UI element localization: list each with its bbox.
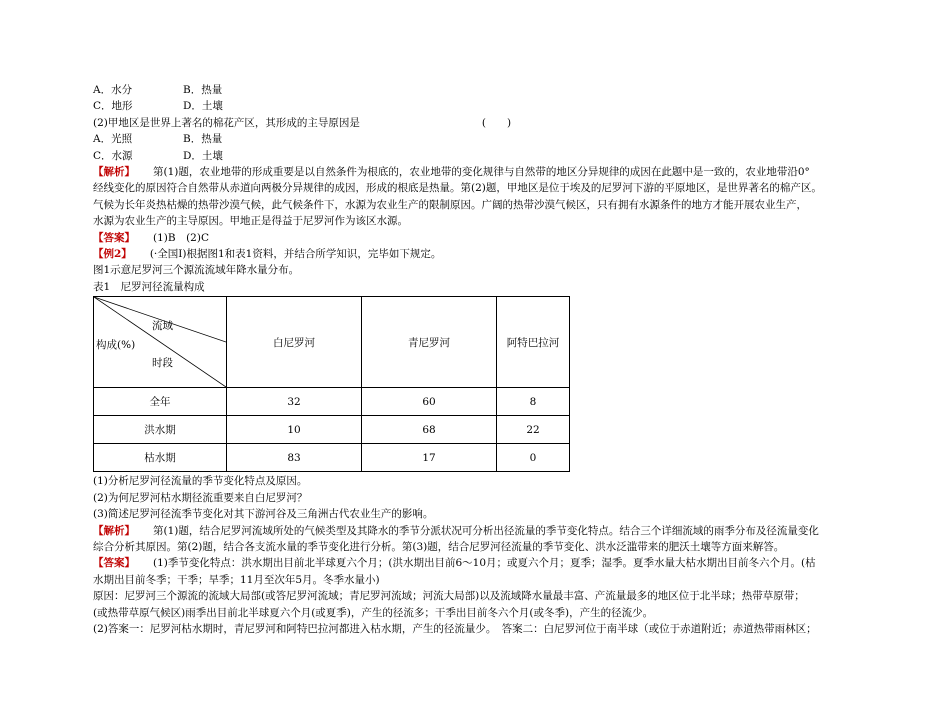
options-row-1 (93, 82, 863, 98)
corner-period-label: 时段 (152, 357, 173, 370)
table-cell: 0 (497, 444, 570, 472)
table-row (94, 444, 570, 472)
table-cell: 32 (227, 388, 362, 416)
corner-basin-label: 流域 (152, 320, 173, 333)
row-label: 枯水期 (94, 444, 227, 472)
table-cell: 8 (497, 388, 570, 416)
analysis-1-line-4: 水源为农业生产的主导原因。甲地正是得益于尼罗河作为该区水源。 (93, 215, 408, 228)
table-cell: 83 (227, 444, 362, 472)
options-row-2 (93, 98, 863, 114)
option2-b: B．热量 (183, 133, 223, 146)
table-cell: 68 (362, 416, 497, 444)
table-cell: 17 (362, 444, 497, 472)
table-cell: 10 (227, 416, 362, 444)
analysis-2-line-2: 综合分析其原因。第(2)题，结合各支流水量的季节变化进行分析。第(3)题，结合尼罗河径流量的季节变化、洪水泛滥带来的肥沃土壤等方面来解答。 (93, 540, 785, 553)
column-header: 阿特巴拉河 (497, 297, 570, 388)
question-2-text: (2)甲地区是世界上著名的棉花产区，其形成的主导原因是 (93, 116, 360, 129)
column-header: 青尼罗河 (362, 297, 497, 388)
table-row (94, 388, 570, 416)
question-item: (1)分析尼罗河径流量的季节变化特点及原因。 (93, 475, 308, 488)
corner-share-label: 构成(%) (96, 339, 136, 352)
analysis-1-line-1: 【解析】 第(1)题，农业地带的形成重要是以自然条件为根底的，农业地带的变化规律与自然带的地区分异规律的成因在此题中是一致的，农业地带沿0° (93, 166, 810, 179)
example-tag: 【例2】 (93, 248, 132, 261)
answer-paren: ( ) (481, 116, 512, 129)
option-a: A．水分 (93, 84, 133, 96)
option2-a: A．光照 (93, 133, 133, 146)
example-2: 【例2】 (·全国Ⅰ)根据图1和表1资料，并结合所学知识，完毕如下规定。 (93, 248, 442, 261)
row-label: 洪水期 (94, 416, 227, 444)
answer-2-line-5: (2)答案一：尼罗河枯水期时，青尼罗河和阿特巴拉河都进入枯水期，产生的径流量少。 答案二：白尼罗河位于南半球（或位于赤道附近；赤道热带雨林区； (93, 622, 817, 635)
row-label: 全年 (94, 388, 227, 416)
figure-description: 图1示意尼罗河三个源流流域年降水量分布。 (93, 264, 300, 277)
answer-tag: 【答案】 (93, 557, 135, 570)
analysis-tag: 【解析】 (93, 166, 135, 179)
question-item: (3)简述尼罗河径流季节变化对其下游河谷及三角洲古代农业生产的影响。 (93, 508, 434, 521)
option-b: B．热量 (183, 84, 223, 96)
options2-row-2 (93, 148, 863, 164)
table-corner-cell (94, 297, 227, 388)
document-content (93, 82, 863, 637)
analysis-1-line-3: 气候为长年炎热枯燥的热带沙漠气候，此气候条件下，水源为农业生产的限制原因。广阔的热带沙漠气候区，只有拥有水源条件的地方才能开展农业生产， (93, 198, 807, 211)
column-header: 白尼罗河 (227, 297, 362, 388)
table-caption: 表1 尼罗河径流量构成 (93, 280, 205, 293)
answer-2-line-1: 【答案】 (1)季节变化特点：洪水期出目前北半球夏六个月；(洪水期出目前6～10月；或夏六个月；夏季；湿季。夏季水量大枯水期出目前冬六个月。(枯 (93, 557, 816, 570)
question-item: (2)为何尼罗河枯水期径流重要来自白尼罗河？ (93, 491, 308, 504)
table-row (94, 416, 570, 444)
answer-1: 【答案】 (1)B (2)C (93, 231, 209, 244)
table-cell: 22 (497, 416, 570, 444)
option2-d: D．土壤 (183, 149, 223, 162)
answer-2-line-4: (或热带草原气候区)雨季出目前北半球夏六个月(或夏季)，产生的径流多；干季出目前冬六个月(或冬季)，产生的径流少。 (93, 606, 654, 619)
runoff-table (93, 296, 570, 472)
question-2 (93, 115, 863, 131)
option-c: C．地形 (93, 100, 133, 113)
option-d: D．土壤 (183, 100, 223, 113)
analysis-1-line-2: 经线变化的原因符合自然带从赤道向两极分异规律的成因，形成的根底是热量。第(2)题，甲地区是位于埃及的尼罗河下游的平原地区，是世界著名的棉产区。 (93, 182, 822, 195)
options2-row-1 (93, 131, 863, 147)
analysis-tag: 【解析】 (93, 524, 135, 537)
answer-2-line-2: 水期出目前冬季；干季；旱季；11月至次年5月。冬季水量小) (93, 573, 380, 586)
option2-c: C．水源 (93, 149, 133, 162)
table-cell: 60 (362, 388, 497, 416)
answer-2-line-3: 原因：尼罗河三个源流的流域大局部(或答尼罗河流域；青尼罗河流域；河流大局部)以及流域降水量最丰富、产流量最多的地区位于北半球；热带草原带； (93, 590, 805, 603)
answer-tag: 【答案】 (93, 231, 135, 244)
analysis-2-line-1: 【解析】 第(1)题，结合尼罗河流域所处的气候类型及其降水的季节分派状况可分析出径流量的季节变化特点。结合三个详细流域的雨季分布及径流量变化 (93, 524, 819, 537)
